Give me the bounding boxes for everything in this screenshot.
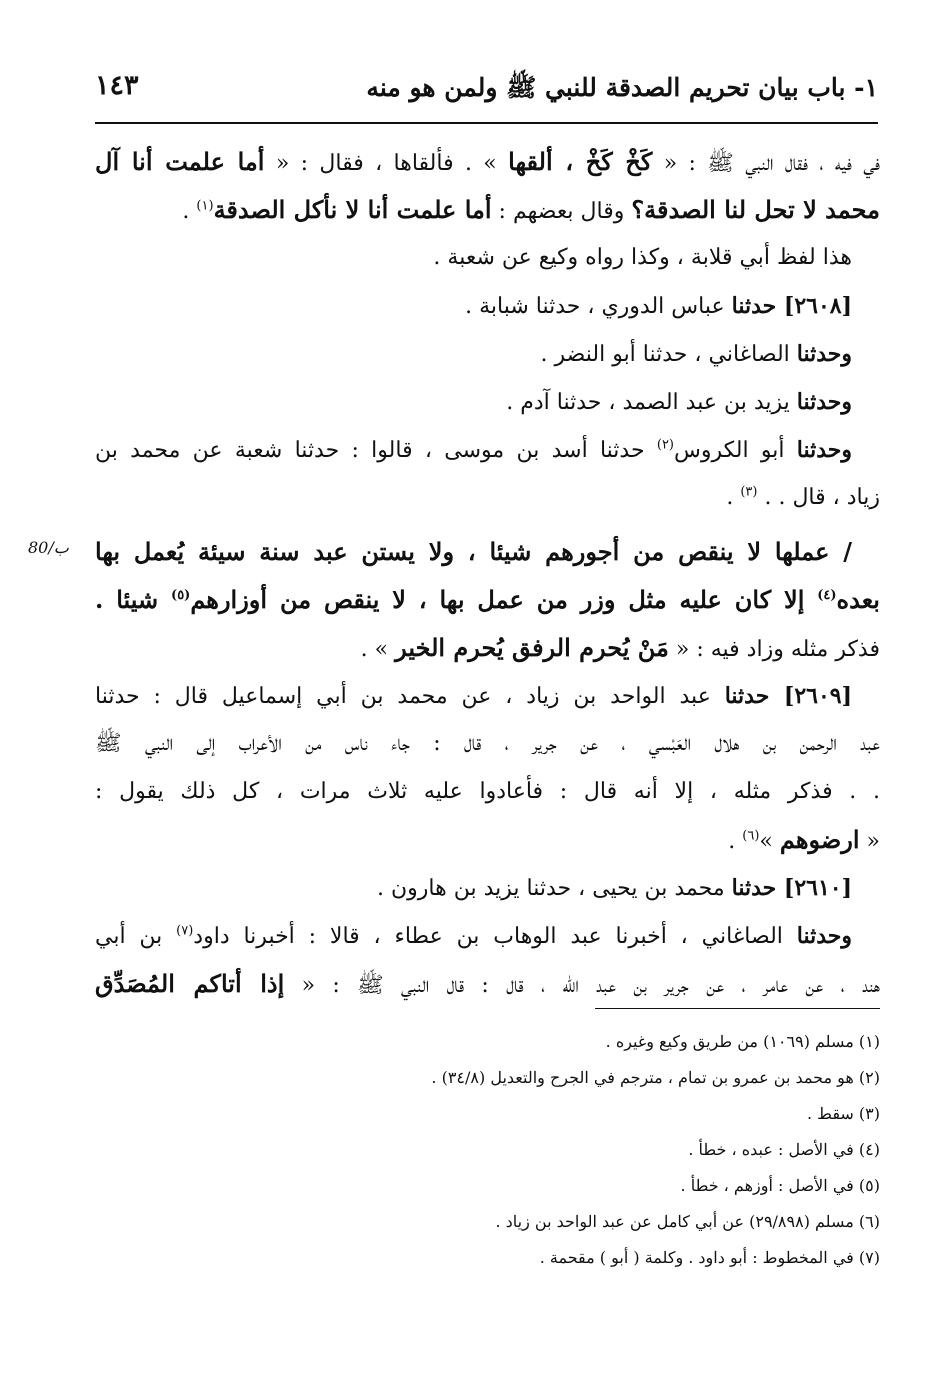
footnote-ref: (٧) (176, 923, 194, 939)
text-line: « ارضوهم »$^{(٦)}$ . (728, 825, 880, 854)
footnote-ref: (٦) (742, 828, 760, 844)
footnote-separator (595, 1008, 880, 1009)
footnote-ref: (٢) (656, 437, 674, 453)
hadith-number-line: [٢٦٠٩] حدثنا عبد الواحد بن زياد ، عن محمد بن أبي إسماعيل قال : حدثنا (95, 683, 852, 709)
hadith-number-line: [٢٦١٠] حدثنا محمد بن يحيى ، حدثنا يزيد بن هارون . (377, 875, 852, 901)
footnote: (٦) مسلم (٢٩/٨٩٨) عن أبي كامل عن عبد الواحد بن زياد . (495, 1212, 880, 1231)
text-line: هذا لفظ أبي قلابة ، وكذا رواه وكيع عن شعبة . (433, 245, 852, 270)
text-line: فذكر مثله وزاد فيه : « مَنْ يُحرم الرفق يُحرم الخير » . (360, 633, 880, 662)
footnote-ref: (٤) (817, 588, 837, 603)
text-line: زياد ، قال . . $^{(٣)}$ . (726, 484, 880, 510)
text-line: وحدثنا الصاغاني ، أخبرنا عبد الوهاب بن عطاء ، قالا : أخبرنا داود$^{(٧)}$ بن أبي (95, 923, 852, 949)
text-line: . . فذكر مثله ، إلا أنه قال : فأعادوا عليه ثلاث مرات ، كل ذلك يقول : (95, 779, 880, 804)
footnote: (١) مسلم (١٠٦٩) من طريق وكيع وغيره . (605, 1032, 880, 1051)
footnote: (٤) في الأصل : عبده ، خطأ . (688, 1140, 880, 1159)
page-header (95, 68, 878, 108)
manuscript-folio-note: 80/ب (28, 538, 69, 557)
footnote: (٧) في المخطوط : أبو داود . وكلمة ( أبو ) مقحمة . (539, 1248, 880, 1267)
main-text (95, 138, 880, 1008)
text-line: وحدثنا الصاغاني ، حدثنا أبو النضر . (540, 341, 852, 367)
footnote-ref: (١) (196, 198, 214, 214)
header-rule (95, 122, 878, 124)
footnote: (٢) هو محمد بن عمرو بن تمام ، مترجم في الجرح والتعديل (٣٤/٨) . (431, 1068, 880, 1087)
hadith-number-line: [٢٦٠٨] حدثنا عباس الدوري ، حدثنا شبابة . (465, 293, 852, 319)
text-line: بعده$^{(٤)}$ إلا كان عليه مثل وزر من عمل بها ، لا ينقص من أوزارهم$^{(٥)}$ شيئا . (95, 585, 880, 614)
text-line: وحدثنا أبو الكروس$^{(٢)}$ حدثنا أسد بن موسى ، قالوا : حدثنا شعبة عن محمد بن (95, 437, 852, 463)
footnote-ref: (٣) (740, 484, 758, 500)
text-line: عبد الرحمن بن هلال العَبْسي ، عن جرير ، قال : جاء ناس من الأعراب إلى النبي ﷺ (95, 731, 880, 756)
footnote: (٥) في الأصل : أوزهم ، خطأ . (680, 1176, 880, 1195)
footnote: (٣) سقط . (806, 1104, 880, 1123)
text-line: في فيه ، فقال النبي ﷺ : « كَخْ كَخْ ، ألقها » . فألقاها ، فقال : « أما علمت أنا آل (95, 147, 880, 176)
text-line: هند ، عن عامر ، عن جرير بن عبد الله ، قال : قال النبي ﷺ : « إذا أتاكم المُصَدِّق (95, 969, 880, 998)
text-line: / عملها لا ينقص من أجورهم شيئا ، ولا يستن عبد سنة سيئة يُعمل بها (95, 537, 853, 566)
text-line: وحدثنا يزيد بن عبد الصمد ، حدثنا آدم . (506, 389, 852, 415)
footnote-ref: (٥) (171, 588, 191, 603)
text-line: محمد لا تحل لنا الصدقة؟ وقال بعضهم : أما علمت أنا لا نأكل الصدقة$^{(١)}$ . (182, 195, 880, 224)
footnotes (160, 1024, 880, 1276)
page-number: ١٤٣ (95, 70, 139, 101)
chapter-title: ١- باب بيان تحريم الصدقة للنبي ﷺ ولمن هو منه (366, 73, 878, 102)
